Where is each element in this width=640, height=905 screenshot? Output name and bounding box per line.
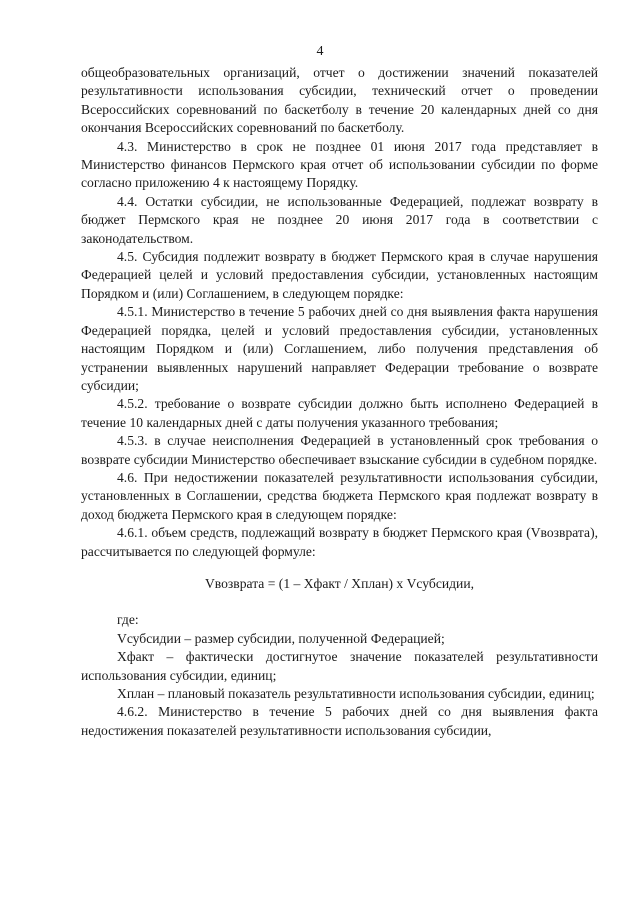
- document-body: [81, 64, 598, 740]
- definition-v-subsidy: Vсубсидии – размер субсидии, полученной Федерацией;: [117, 630, 445, 646]
- definition-x-plan: Xплан – плановый показатель результативности использования субсидии, единиц;: [117, 686, 595, 701]
- paragraph-4-6-1: 4.6.1. объем средств, подлежащий возврату в бюджет Пермского края (Vвозврата), рассчитывается по следующей формуле:: [81, 525, 598, 559]
- paragraph-4-3: 4.3. Министерство в срок не позднее 01 июня 2017 года представляет в Министерство финансов Пермского края отчет об использовании субсидии по форме согласно приложению 4 к настоящему Порядку.: [81, 138, 598, 191]
- paragraph-4-4: 4.4. Остатки субсидии, не использованные Федерацией, подлежат возврату в бюджет Пермского края не позднее 20 июня 2017 года в соответствии с законодательством.: [81, 193, 598, 246]
- paragraph-4-5: 4.5. Субсидия подлежит возврату в бюджет Пермского края в случае нарушения Федерацией целей и условий предоставления субсидии, установленных настоящим Порядком и (или) Соглашением, в следующем порядке:: [81, 249, 598, 301]
- formula-where-label: где:: [117, 612, 139, 628]
- paragraph-4-6: 4.6. При недостижении показателей результативности использования субсидии, установленных в Соглашении, средства бюджета Пермского края подлежат возврату в доход бюджета Пермского края в следующем порядке:: [81, 469, 598, 522]
- paragraph-4-6-2: 4.6.2. Министерство в течение 5 рабочих дней со дня выявления факта недостижения показателей результативности использования субсидии,: [81, 704, 598, 738]
- paragraph-4-5-3: 4.5.3. в случае неисполнения Федерацией в установленный срок требования о возврате субсидии Министерство обеспечивает взыскание субсидии в судебном порядке.: [81, 433, 598, 467]
- paragraph-4-5-1: 4.5.1. Министерство в течение 5 рабочих дней со дня выявления факта нарушения Федерацией порядка, целей и условий предоставления субсидии, установленных настоящим Порядком и (или) Соглашением, либо получения представления об устранении выявленных нарушений направляет Федерации требование о возврате субсидии;: [81, 304, 598, 393]
- definition-x-fact: Xфакт – фактически достигнутое значение показателей результативности использования субсидии, единиц;: [81, 649, 598, 683]
- paragraph-continuation: общеобразовательных организаций, отчет о достижении значений показателей результативности использования субсидии, технический отчет о проведении Всероссийских соревнований по баскетболу в течение 20 календарных дней со дня окончания Всероссийских соревнований по баскетболу.: [81, 65, 598, 136]
- return-formula: Vвозврата = (1 – Xфакт / Xплан) х Vсубсидии,: [204, 575, 474, 591]
- paragraph-4-5-2: 4.5.2. требование о возврате субсидии должно быть исполнено Федерацией в течение 10 календарных дней с даты получения указанного требования;: [81, 396, 598, 430]
- page-number: 4: [316, 44, 324, 59]
